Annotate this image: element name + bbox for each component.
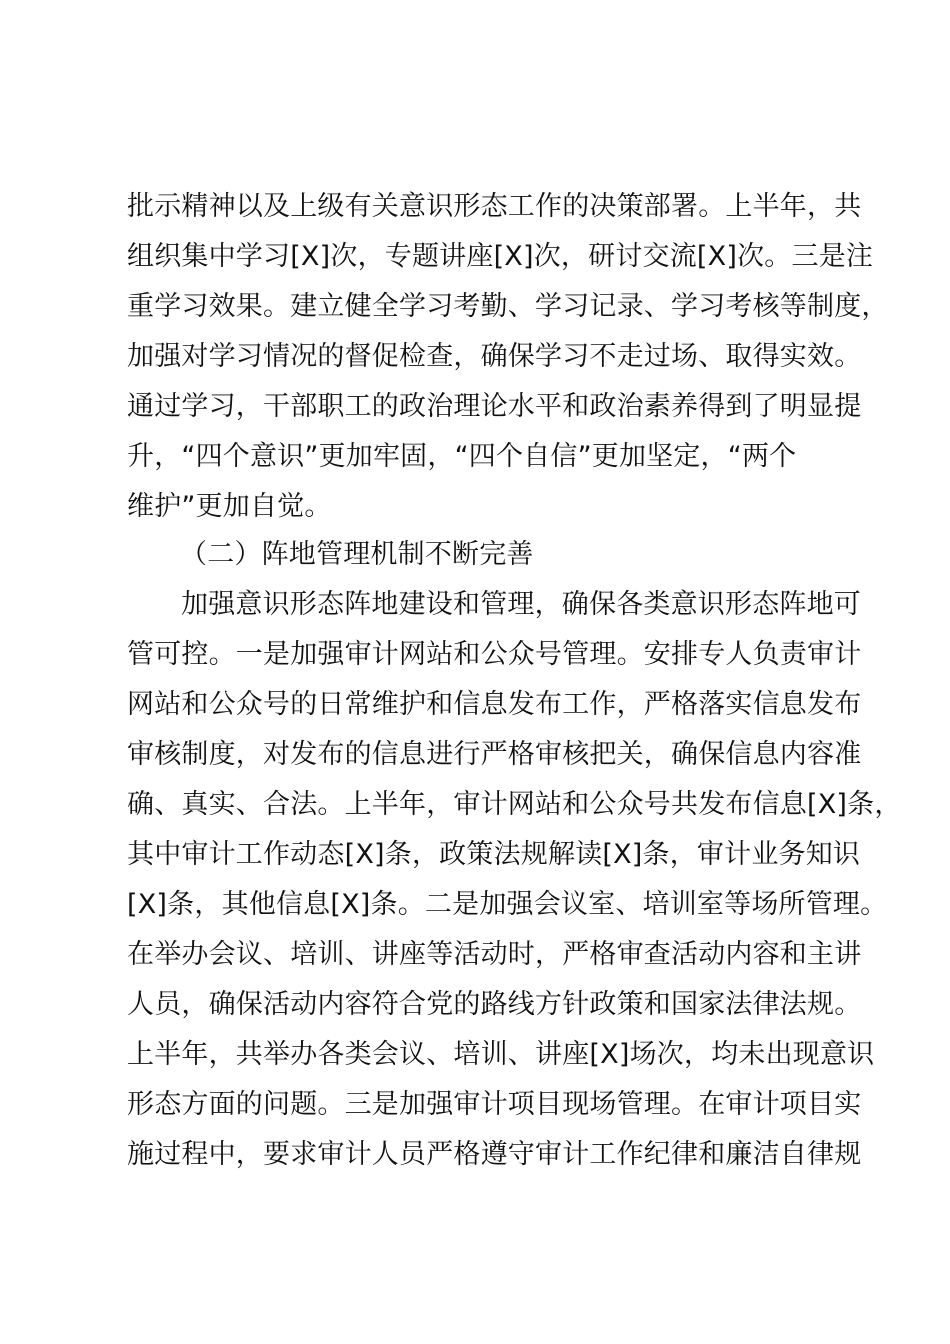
text-line: 加强对学习情况的督促检查，确保学习不走过场、取得实效。 <box>127 341 862 372</box>
text-line: 组织集中学习[X]次，专题讲座[X]次，研讨交流[X]次。三是注 <box>127 241 874 272</box>
text-line: [X]条，其他信息[X]条。二是加强会议室、培训室等场所管理。 <box>127 889 888 920</box>
text-line: 升，“四个意识”更加牢固，“四个自信”更加坚定，“两个 <box>127 441 797 472</box>
text-line: 上半年，共举办各类会议、培训、讲座[X]场次，均未出现意识 <box>127 1039 875 1070</box>
text-line: 形态方面的问题。三是加强审计项目现场管理。在审计项目实 <box>127 1089 862 1120</box>
text-line: 维护”更加自觉。 <box>127 491 332 522</box>
text-line: 施过程中，要求审计人员严格遵守审计工作纪律和廉洁自律规 <box>127 1139 862 1170</box>
text-line: 确、真实、合法。上半年，审计网站和公众号共发布信息[X]条， <box>127 789 902 820</box>
paragraph-first-line: 加强意识形态阵地建设和管理，确保各类意识形态阵地可 <box>181 589 861 620</box>
text-line: 重学习效果。建立健全学习考勤、学习记录、学习考核等制度， <box>127 291 889 322</box>
text-line: 通过学习，干部职工的政治理论水平和政治素养得到了明显提 <box>127 391 862 422</box>
text-line: 其中审计工作动态[X]条，政策法规解读[X]条，审计业务知识 <box>127 839 861 870</box>
text-line: 审核制度，对发布的信息进行严格审核把关，确保信息内容准 <box>127 739 862 770</box>
text-line: 管可控。一是加强审计网站和公众号管理。安排专人负责审计 <box>127 639 862 670</box>
section-heading: （二）阵地管理机制不断完善 <box>180 539 534 570</box>
text-line: 在举办会议、培训、讲座等活动时，严格审查活动内容和主讲 <box>127 939 862 970</box>
text-line: 网站和公众号的日常维护和信息发布工作，严格落实信息发布 <box>127 689 862 720</box>
text-line: 批示精神以及上级有关意识形态工作的决策部署。上半年，共 <box>127 191 862 222</box>
text-line: 人员，确保活动内容符合党的路线方针政策和国家法律法规。 <box>127 989 862 1020</box>
